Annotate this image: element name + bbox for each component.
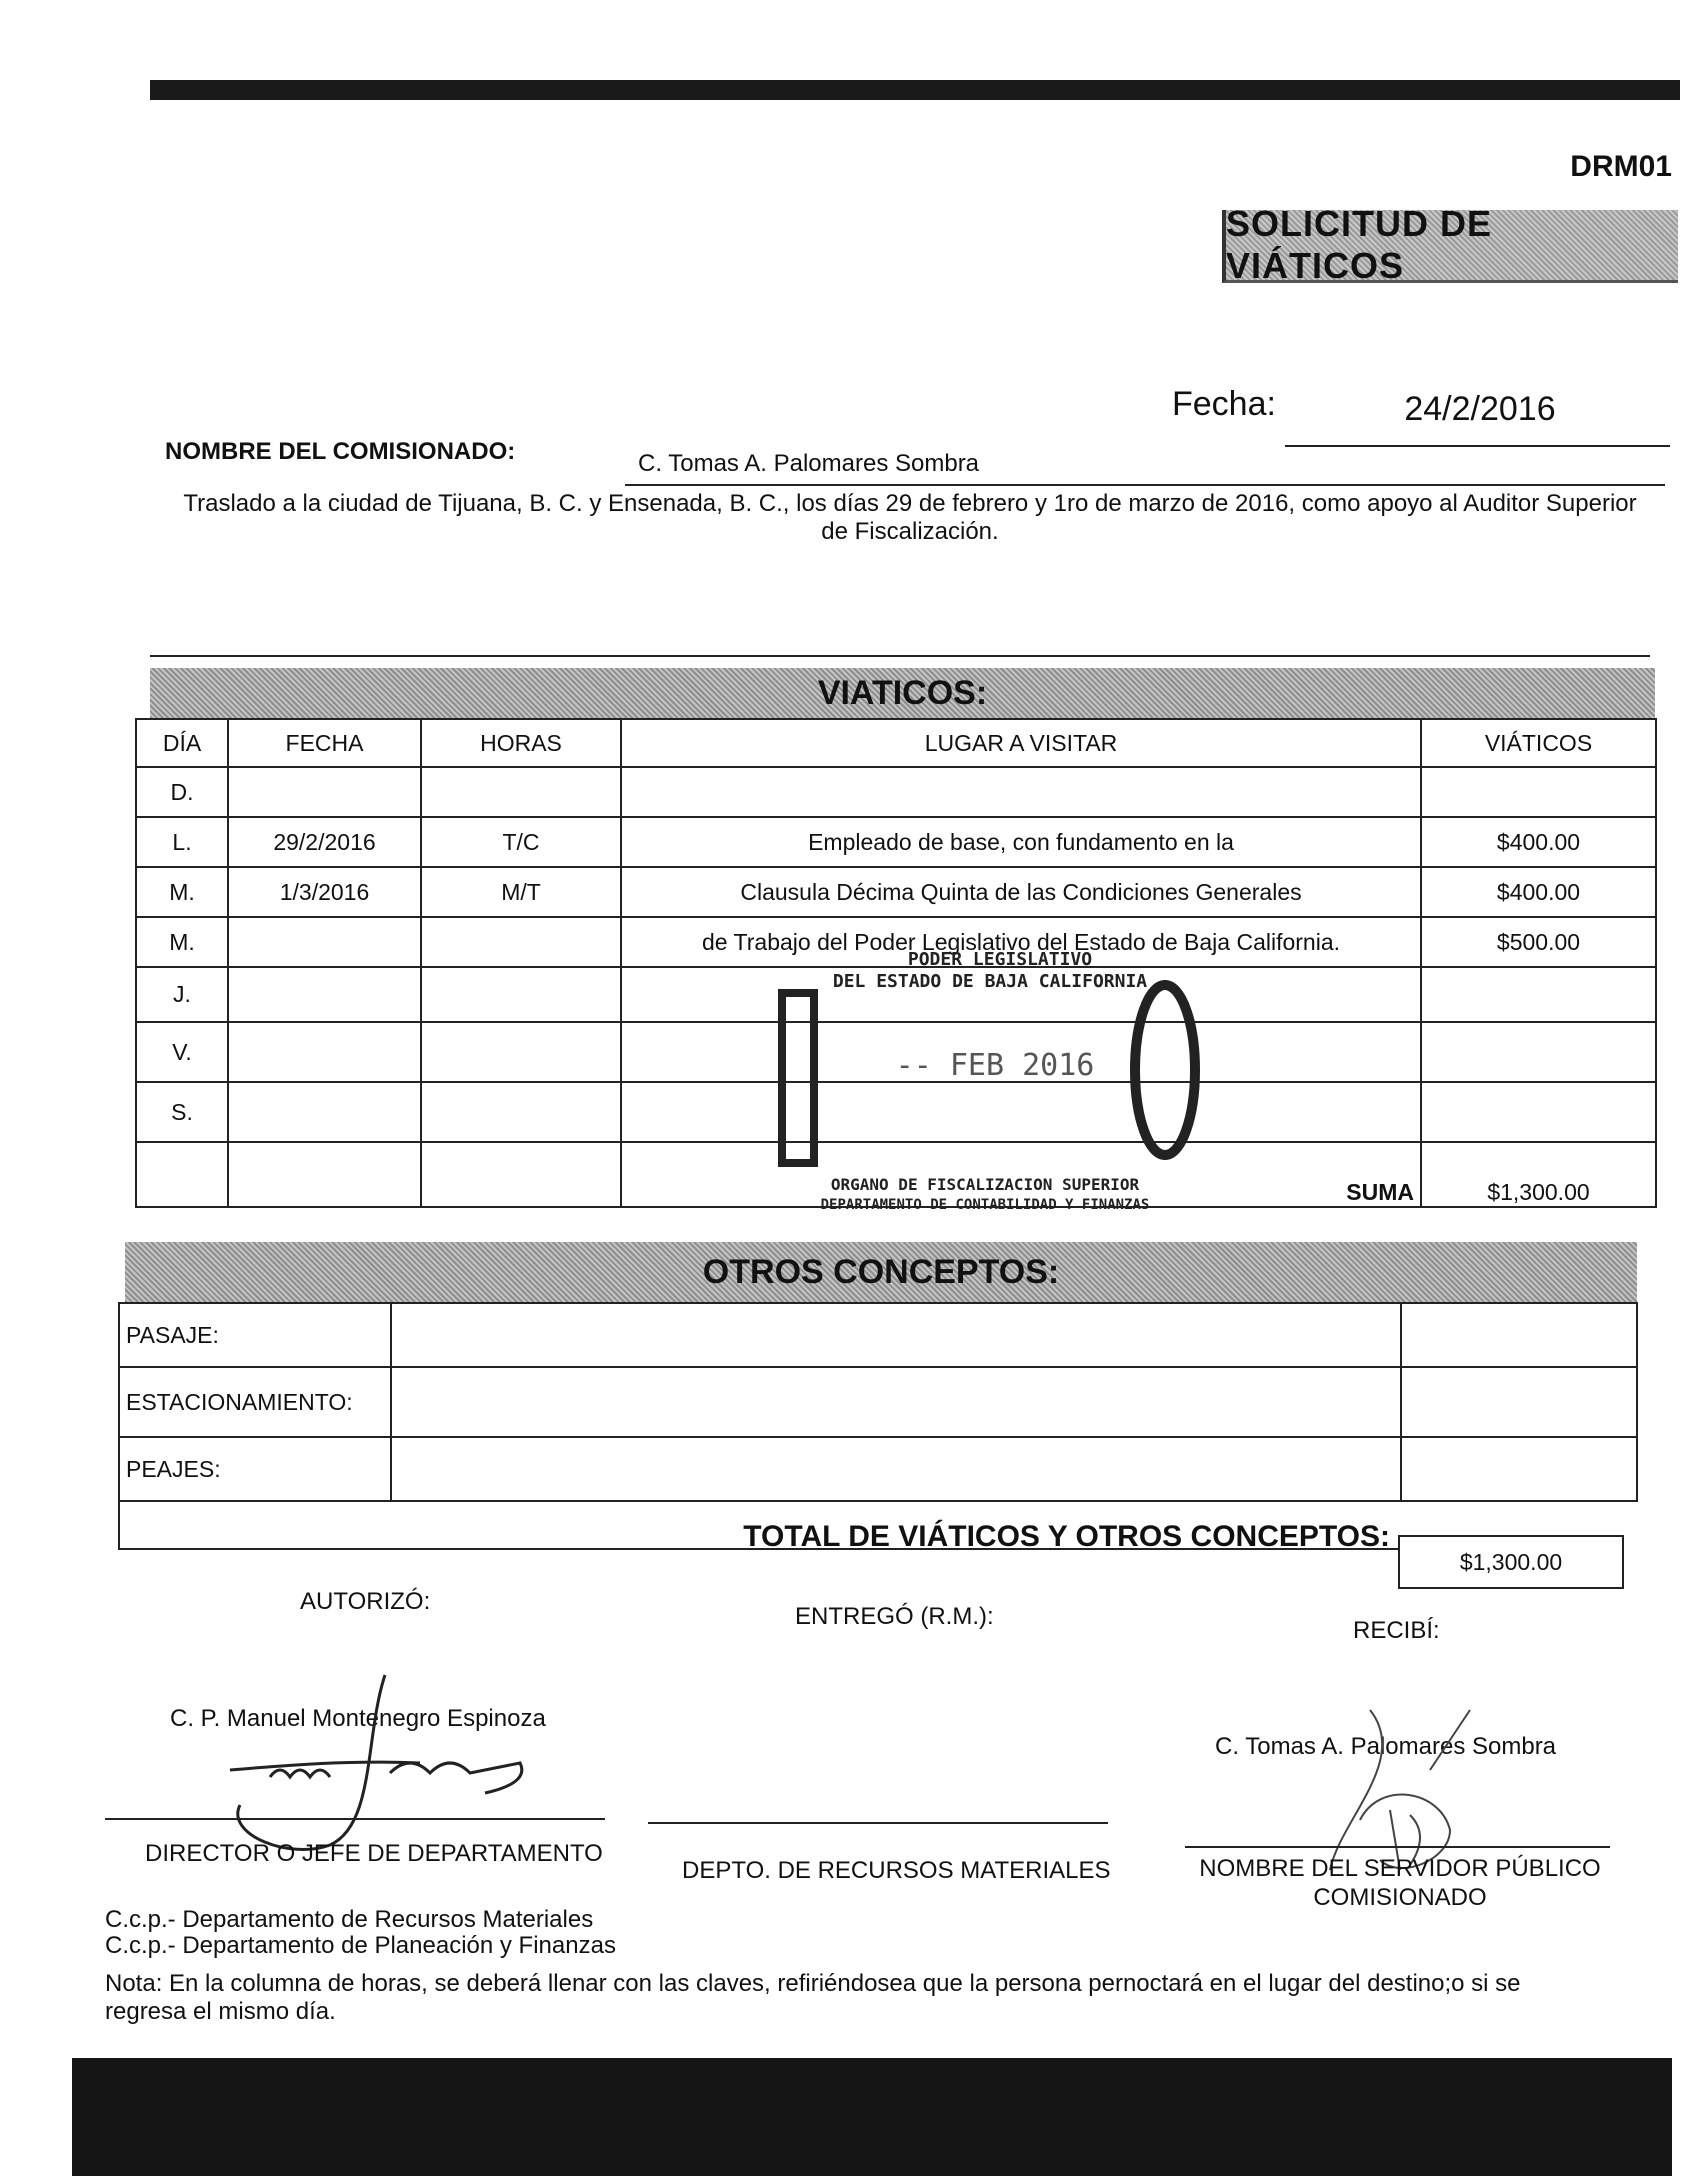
ccp-line-2: C.c.p.- Departamento de Planeación y Finanzas bbox=[105, 1932, 616, 1959]
total-label: TOTAL DE VIÁTICOS Y OTROS CONCEPTOS: bbox=[743, 1520, 1390, 1553]
cell-lugar: Empleado de base, con fundamento en la bbox=[621, 817, 1421, 867]
cell-dia bbox=[136, 1142, 228, 1207]
cell-horas bbox=[421, 1022, 621, 1082]
recibi-role-2: COMISIONADO bbox=[1313, 1884, 1487, 1911]
cell-horas bbox=[421, 767, 621, 817]
entrego-role: DEPTO. DE RECURSOS MATERIALES bbox=[682, 1857, 1111, 1884]
cell-viaticos bbox=[1421, 1082, 1656, 1142]
cell-horas bbox=[421, 917, 621, 967]
header-horas: HORAS bbox=[421, 719, 621, 767]
pagado-stamp bbox=[770, 935, 1210, 1215]
fecha-label: Fecha: bbox=[1172, 385, 1276, 423]
viaticos-title: VIATICOS: bbox=[817, 673, 988, 712]
viaticos-header-row bbox=[136, 719, 1656, 767]
stamp-top-text: PODER LEGISLATIVO bbox=[907, 949, 1093, 970]
cell-dia: M. bbox=[136, 917, 228, 967]
otros-band bbox=[125, 1242, 1637, 1302]
cell-viaticos bbox=[1421, 967, 1656, 1022]
comisionado-label: NOMBRE DEL COMISIONADO: bbox=[165, 438, 516, 465]
table-row bbox=[119, 1367, 1637, 1437]
stamp-o-shape bbox=[1135, 985, 1195, 1155]
estacionamiento-value bbox=[1401, 1367, 1637, 1437]
pasaje-label: PASAJE: bbox=[119, 1303, 391, 1367]
autorizo-role: DIRECTOR O JEFE DE DEPARTAMENTO bbox=[145, 1840, 603, 1867]
cell-viaticos bbox=[1421, 767, 1656, 817]
stamp-date: -- FEB 2016 bbox=[895, 1048, 1095, 1083]
cell-viaticos: $500.00 bbox=[1421, 917, 1656, 967]
ccp-line-1: C.c.p.- Departamento de Recursos Materiales bbox=[105, 1906, 594, 1933]
recibi-name: C. Tomas A. Palomares Sombra bbox=[1215, 1733, 1557, 1760]
cell-viaticos: $400.00 bbox=[1421, 817, 1656, 867]
cell-fecha bbox=[228, 1082, 421, 1142]
autorizo-sig-line bbox=[105, 1818, 605, 1820]
stamp-bottom2-text: DEPARTAMENTO DE CONTABILIDAD Y FINANZAS bbox=[820, 1197, 1150, 1213]
header-viaticos: VIÁTICOS bbox=[1421, 719, 1656, 767]
suma-label: SUMA bbox=[621, 1142, 1421, 1207]
autorizo-name: C. P. Manuel Montenegro Espinoza bbox=[170, 1705, 546, 1732]
header-lugar: LUGAR A VISITAR bbox=[621, 719, 1421, 767]
recibi-role-1: NOMBRE DEL SERVIDOR PÚBLICO bbox=[1199, 1855, 1601, 1882]
recibi-sig-line bbox=[1185, 1846, 1610, 1848]
cell-dia: S. bbox=[136, 1082, 228, 1142]
cell-fecha bbox=[228, 1022, 421, 1082]
cell-viaticos bbox=[1421, 1022, 1656, 1082]
otros-table bbox=[118, 1302, 1638, 1502]
cell-horas bbox=[421, 967, 621, 1022]
peajes-value bbox=[1401, 1437, 1637, 1501]
cell-horas bbox=[421, 1142, 621, 1207]
peajes-label: PEAJES: bbox=[119, 1437, 391, 1501]
cell-fecha bbox=[228, 767, 421, 817]
cell-fecha bbox=[228, 917, 421, 967]
otros-title: OTROS CONCEPTOS: bbox=[702, 1252, 1060, 1291]
table-row bbox=[136, 817, 1656, 867]
cell-fecha bbox=[228, 1142, 421, 1207]
cell-lugar: Clausula Décima Quinta de las Condiciones Generales bbox=[621, 867, 1421, 917]
autorizo-label: AUTORIZÓ: bbox=[300, 1588, 431, 1615]
table-row bbox=[136, 867, 1656, 917]
suma-value: $1,300.00 bbox=[1421, 1142, 1656, 1207]
peajes-desc bbox=[391, 1437, 1401, 1501]
stamp-top2-text: DEL ESTADO DE BAJA CALIFORNIA bbox=[832, 971, 1148, 992]
comisionado-underline bbox=[625, 484, 1665, 486]
nota-text: Nota: En la columna de horas, se deberá llenar con las claves, refiriéndosea que la persona pernoctará en el lugar del destino;o si se regresa el mismo día. bbox=[105, 1970, 1521, 2025]
header-fecha: FECHA bbox=[228, 719, 421, 767]
recibi-label: RECIBÍ: bbox=[1353, 1617, 1440, 1644]
stamp-p-stem bbox=[782, 993, 814, 1163]
pasaje-desc bbox=[391, 1303, 1401, 1367]
cell-lugar bbox=[621, 767, 1421, 817]
cell-viaticos: $400.00 bbox=[1421, 867, 1656, 917]
entrego-sig-line bbox=[648, 1822, 1108, 1824]
fecha-value: 24/2/2016 bbox=[1404, 390, 1556, 428]
cell-horas bbox=[421, 1082, 621, 1142]
viaticos-band bbox=[150, 668, 1655, 718]
trip-description: Traslado a la ciudad de Tijuana, B. C. y Ensenada, B. C., los días 29 de febrero y 1ro de marzo de 2016, como apoyo al Auditor Superior de Fiscalización. bbox=[183, 490, 1637, 545]
table-row bbox=[136, 767, 1656, 817]
comisionado-value: C. Tomas A. Palomares Sombra bbox=[638, 450, 980, 477]
pasaje-value bbox=[1401, 1303, 1637, 1367]
divider-line bbox=[150, 655, 1650, 657]
total-left-border bbox=[118, 1500, 120, 1550]
form-title: SOLICITUD DE VIÁTICOS bbox=[1222, 210, 1678, 283]
cell-dia: L. bbox=[136, 817, 228, 867]
cell-fecha: 1/3/2016 bbox=[228, 867, 421, 917]
stamp-bottom1-text: ORGANO DE FISCALIZACION SUPERIOR bbox=[830, 1175, 1140, 1194]
bottom-bar bbox=[72, 2058, 1672, 2176]
form-code: DRM01 bbox=[1570, 150, 1672, 183]
estacionamiento-label: ESTACIONAMIENTO: bbox=[119, 1367, 391, 1437]
cell-dia: J. bbox=[136, 967, 228, 1022]
cell-horas: M/T bbox=[421, 867, 621, 917]
entrego-label: ENTREGÓ (R.M.): bbox=[795, 1603, 994, 1630]
estacionamiento-desc bbox=[391, 1367, 1401, 1437]
cell-lugar: de Trabajo del Poder Legislativo del Estado de Baja California. bbox=[621, 917, 1421, 967]
fecha-underline bbox=[1285, 445, 1670, 447]
autorizo-signature bbox=[200, 1665, 580, 1865]
cell-dia: V. bbox=[136, 1022, 228, 1082]
top-bar bbox=[150, 80, 1680, 100]
cell-dia: M. bbox=[136, 867, 228, 917]
cell-dia: D. bbox=[136, 767, 228, 817]
table-row bbox=[119, 1303, 1637, 1367]
cell-horas: T/C bbox=[421, 817, 621, 867]
table-row bbox=[119, 1437, 1637, 1501]
cell-fecha: 29/2/2016 bbox=[228, 817, 421, 867]
cell-fecha bbox=[228, 967, 421, 1022]
total-value: $1,300.00 bbox=[1398, 1535, 1624, 1589]
header-dia: DÍA bbox=[136, 719, 228, 767]
